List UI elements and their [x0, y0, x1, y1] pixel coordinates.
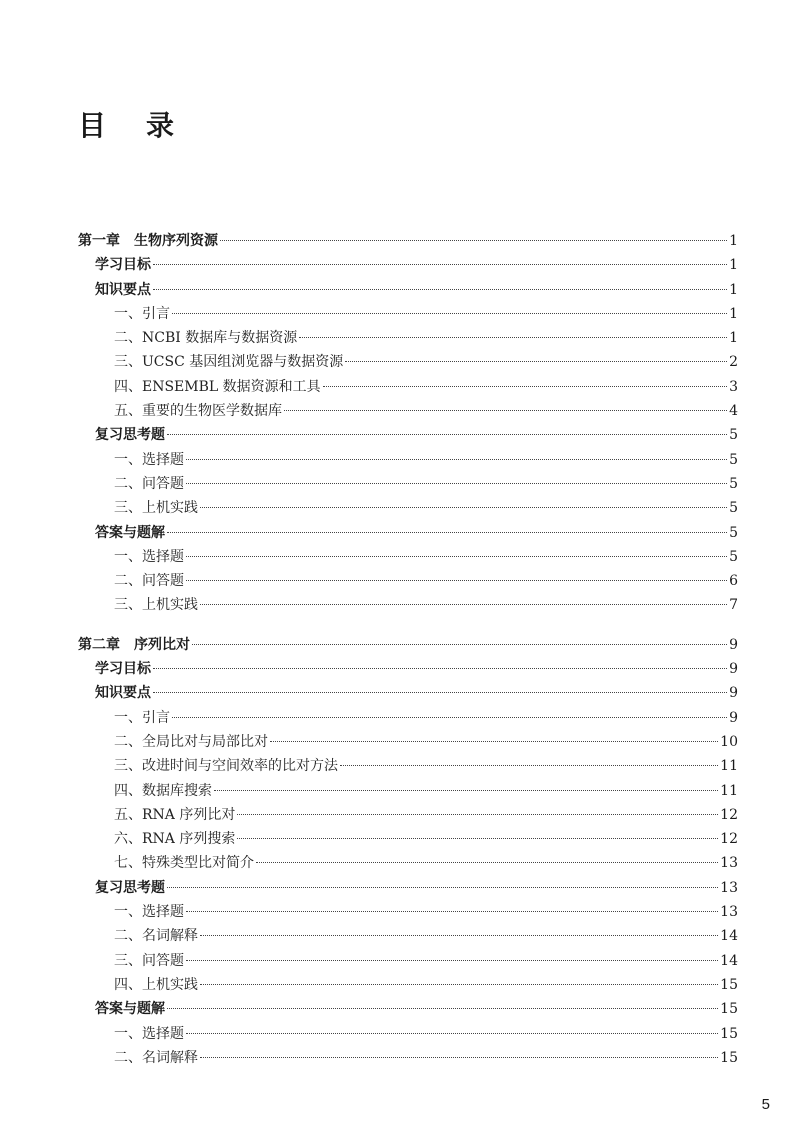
toc-entry-text: 复习思考题	[95, 879, 165, 896]
dot-leader	[345, 360, 727, 362]
toc-entry-text: 知识要点	[95, 685, 151, 702]
toc-page-number: 13	[720, 879, 738, 896]
toc-entry-label	[114, 1022, 184, 1046]
toc-section-entry[interactable]	[78, 521, 738, 545]
toc-entry-text: 三、UCSC 基因组浏览器与数据资源	[114, 354, 344, 371]
toc-entry-label	[114, 545, 184, 569]
dot-leader	[153, 288, 727, 290]
toc-entry-text: 五、重要的生物医学数据库	[114, 403, 282, 420]
toc-entry-text: 一、选择题	[114, 1025, 184, 1042]
toc-entry-label	[78, 633, 190, 657]
toc-entry-text: 二、全局比对与局部比对	[114, 733, 268, 750]
toc-entry-label	[114, 326, 297, 350]
toc-page-number: 5	[729, 548, 738, 565]
dot-leader	[153, 691, 727, 693]
toc-subsection-entry[interactable]	[78, 779, 738, 803]
toc-entry-text: 二、问答题	[114, 475, 184, 492]
toc-entry-text: 序列比对	[134, 636, 190, 653]
dot-leader	[340, 764, 718, 766]
toc-entry-label	[114, 593, 198, 617]
dot-leader	[192, 643, 727, 645]
toc-subsection-entry[interactable]	[78, 851, 738, 875]
toc-section-entry[interactable]	[78, 876, 738, 900]
dot-leader	[299, 336, 727, 338]
page-title	[78, 104, 176, 144]
toc-subsection-entry[interactable]	[78, 326, 738, 350]
dot-leader	[256, 861, 718, 863]
toc-entry-label	[114, 496, 198, 520]
toc-page-number: 13	[720, 904, 738, 921]
toc-subsection-entry[interactable]	[78, 496, 738, 520]
toc-subsection-entry[interactable]	[78, 1046, 738, 1070]
toc-page-number: 1	[729, 257, 738, 274]
toc-entry-text: 生物序列资源	[134, 233, 218, 249]
toc-subsection-entry[interactable]	[78, 472, 738, 496]
toc-subsection-entry[interactable]	[78, 949, 738, 973]
chapter-number: 第一章	[78, 233, 120, 249]
dot-leader	[214, 789, 718, 791]
chapter-number: 第二章	[78, 636, 120, 653]
dot-leader	[237, 813, 718, 815]
toc-entry-text: 三、上机实践	[114, 597, 198, 614]
chapter-block	[78, 229, 738, 618]
toc-page-number: 5	[729, 475, 738, 492]
toc-entry-text: 二、问答题	[114, 573, 184, 590]
dot-leader	[186, 482, 727, 484]
toc-subsection-entry[interactable]	[78, 827, 738, 851]
toc-entry-text: 答案与题解	[95, 1001, 165, 1018]
table-of-contents	[78, 229, 738, 1085]
toc-subsection-entry[interactable]	[78, 302, 738, 326]
toc-entry-text: 四、数据库搜索	[114, 782, 212, 799]
toc-entry-label	[95, 521, 165, 545]
toc-entry-label	[114, 973, 198, 997]
toc-subsection-entry[interactable]	[78, 900, 738, 924]
dot-leader	[167, 433, 727, 435]
dot-leader	[186, 959, 718, 961]
toc-subsection-entry[interactable]	[78, 375, 738, 399]
dot-leader	[153, 263, 727, 265]
toc-page-number: 11	[720, 782, 738, 799]
toc-entry-label	[114, 730, 268, 754]
toc-page-number: 10	[720, 733, 738, 750]
toc-page-number: 15	[720, 976, 738, 993]
toc-chapter-entry[interactable]	[78, 229, 738, 253]
dot-leader	[167, 1007, 718, 1009]
toc-subsection-entry[interactable]	[78, 1022, 738, 1046]
toc-entry-text: 五、RNA 序列比对	[114, 806, 236, 823]
toc-page-number: 12	[720, 806, 738, 823]
toc-page-number: 15	[720, 1001, 738, 1018]
toc-subsection-entry[interactable]	[78, 754, 738, 778]
toc-entry-text: 七、特殊类型比对简介	[114, 855, 254, 872]
toc-entry-label	[95, 681, 151, 705]
toc-entry-label	[114, 399, 282, 423]
toc-entry-label	[114, 900, 184, 924]
toc-section-entry[interactable]	[78, 657, 738, 681]
toc-page-number: 9	[729, 636, 738, 653]
toc-entry-text: 学习目标	[95, 661, 151, 678]
dot-leader	[200, 934, 718, 936]
toc-entry-label	[114, 302, 170, 326]
toc-page-number: 3	[729, 378, 738, 395]
toc-section-entry[interactable]	[78, 997, 738, 1021]
dot-leader	[200, 1056, 718, 1058]
toc-entry-label	[95, 253, 151, 277]
toc-page-number: 15	[720, 1025, 738, 1042]
dot-leader	[167, 531, 727, 533]
toc-subsection-entry[interactable]	[78, 924, 738, 948]
toc-entry-text: 二、名词解释	[114, 928, 198, 945]
toc-page-number: 5	[729, 500, 738, 517]
toc-page-number: 5	[729, 427, 738, 444]
toc-subsection-entry[interactable]	[78, 448, 738, 472]
toc-entry-text: 复习思考题	[95, 427, 165, 444]
toc-entry-label	[95, 997, 165, 1021]
toc-page-number: 14	[720, 952, 738, 969]
toc-entry-label	[114, 949, 184, 973]
dot-leader	[172, 312, 727, 314]
toc-entry-label	[114, 472, 184, 496]
toc-page-number: 4	[729, 403, 738, 420]
toc-section-entry[interactable]	[78, 423, 738, 447]
toc-entry-label	[114, 706, 170, 730]
dot-leader	[200, 983, 718, 985]
toc-subsection-entry[interactable]	[78, 399, 738, 423]
toc-entry-label	[114, 448, 184, 472]
page-title-char-2: 录	[146, 109, 177, 142]
toc-entry-label	[95, 278, 151, 302]
toc-entry-text: 六、RNA 序列搜索	[114, 831, 236, 848]
toc-page-number: 6	[729, 573, 738, 590]
toc-entry-text: 一、引言	[114, 305, 170, 322]
dot-leader	[186, 458, 727, 460]
dot-leader	[200, 603, 727, 605]
toc-page-number: 1	[729, 305, 738, 322]
toc-subsection-entry[interactable]	[78, 569, 738, 593]
toc-entry-text: 一、选择题	[114, 548, 184, 565]
dot-leader	[153, 667, 727, 669]
toc-entry-text: 知识要点	[95, 281, 151, 298]
toc-entry-text: 三、改进时间与空间效率的比对方法	[114, 758, 338, 775]
toc-entry-label	[114, 803, 235, 827]
dot-leader	[200, 506, 727, 508]
toc-page-number: 1	[729, 330, 738, 347]
dot-leader	[186, 910, 718, 912]
toc-entry-label	[95, 876, 165, 900]
toc-page-number: 5	[729, 524, 738, 541]
dot-leader	[172, 716, 727, 718]
toc-page-number: 2	[729, 354, 738, 371]
dot-leader	[237, 837, 718, 839]
toc-page-number: 1	[729, 281, 738, 298]
toc-entry-label	[95, 423, 165, 447]
toc-entry-label	[114, 924, 198, 948]
dot-leader	[220, 239, 727, 241]
toc-entry-text: 学习目标	[95, 257, 151, 274]
dot-leader	[186, 1032, 718, 1034]
dot-leader	[167, 886, 718, 888]
toc-entry-label	[114, 350, 343, 374]
toc-entry-text: 一、选择题	[114, 904, 184, 921]
toc-page-number: 15	[720, 1049, 738, 1066]
toc-page-number: 12	[720, 831, 738, 848]
dot-leader	[284, 409, 727, 411]
toc-chapter-entry[interactable]	[78, 633, 738, 657]
toc-subsection-entry[interactable]	[78, 730, 738, 754]
toc-subsection-entry[interactable]	[78, 350, 738, 374]
toc-entry-text: 答案与题解	[95, 524, 165, 541]
toc-subsection-entry[interactable]	[78, 803, 738, 827]
dot-leader	[186, 555, 727, 557]
toc-entry-label	[114, 754, 338, 778]
toc-page-number: 7	[729, 597, 738, 614]
toc-entry-text: 二、NCBI 数据库与数据资源	[114, 330, 298, 347]
toc-subsection-entry[interactable]	[78, 973, 738, 997]
page-title-char-1: 目	[78, 109, 109, 142]
toc-page-number: 9	[729, 709, 738, 726]
dot-leader	[323, 385, 727, 387]
dot-leader	[186, 579, 727, 581]
toc-entry-text: 三、上机实践	[114, 500, 198, 517]
toc-section-entry[interactable]	[78, 681, 738, 705]
toc-page-number: 1	[729, 233, 738, 249]
toc-entry-label	[114, 779, 212, 803]
page-number: 5	[761, 1096, 770, 1113]
toc-page-number: 14	[720, 928, 738, 945]
toc-entry-label	[78, 229, 218, 253]
toc-entry-label	[114, 1046, 198, 1070]
toc-entry-label	[114, 375, 321, 399]
toc-entry-label	[95, 657, 151, 681]
toc-entry-label	[114, 851, 254, 875]
toc-subsection-entry[interactable]	[78, 706, 738, 730]
toc-entry-label	[114, 569, 184, 593]
toc-entry-text: 二、名词解释	[114, 1049, 198, 1066]
toc-entry-text: 一、引言	[114, 709, 170, 726]
toc-entry-text: 三、问答题	[114, 952, 184, 969]
toc-entry-text: 四、ENSEMBL 数据资源和工具	[114, 378, 321, 395]
toc-page-number: 11	[720, 758, 738, 775]
toc-page-number: 13	[720, 855, 738, 872]
toc-entry-label	[114, 827, 235, 851]
toc-entry-text: 一、选择题	[114, 451, 184, 468]
chapter-block	[78, 633, 738, 1070]
toc-page-number: 5	[729, 451, 738, 468]
toc-page-number: 9	[729, 685, 738, 702]
toc-subsection-entry[interactable]	[78, 545, 738, 569]
toc-section-entry[interactable]	[78, 253, 738, 277]
toc-section-entry[interactable]	[78, 278, 738, 302]
dot-leader	[270, 740, 718, 742]
toc-subsection-entry[interactable]	[78, 593, 738, 617]
toc-page-number: 9	[729, 661, 738, 678]
toc-entry-text: 四、上机实践	[114, 976, 198, 993]
